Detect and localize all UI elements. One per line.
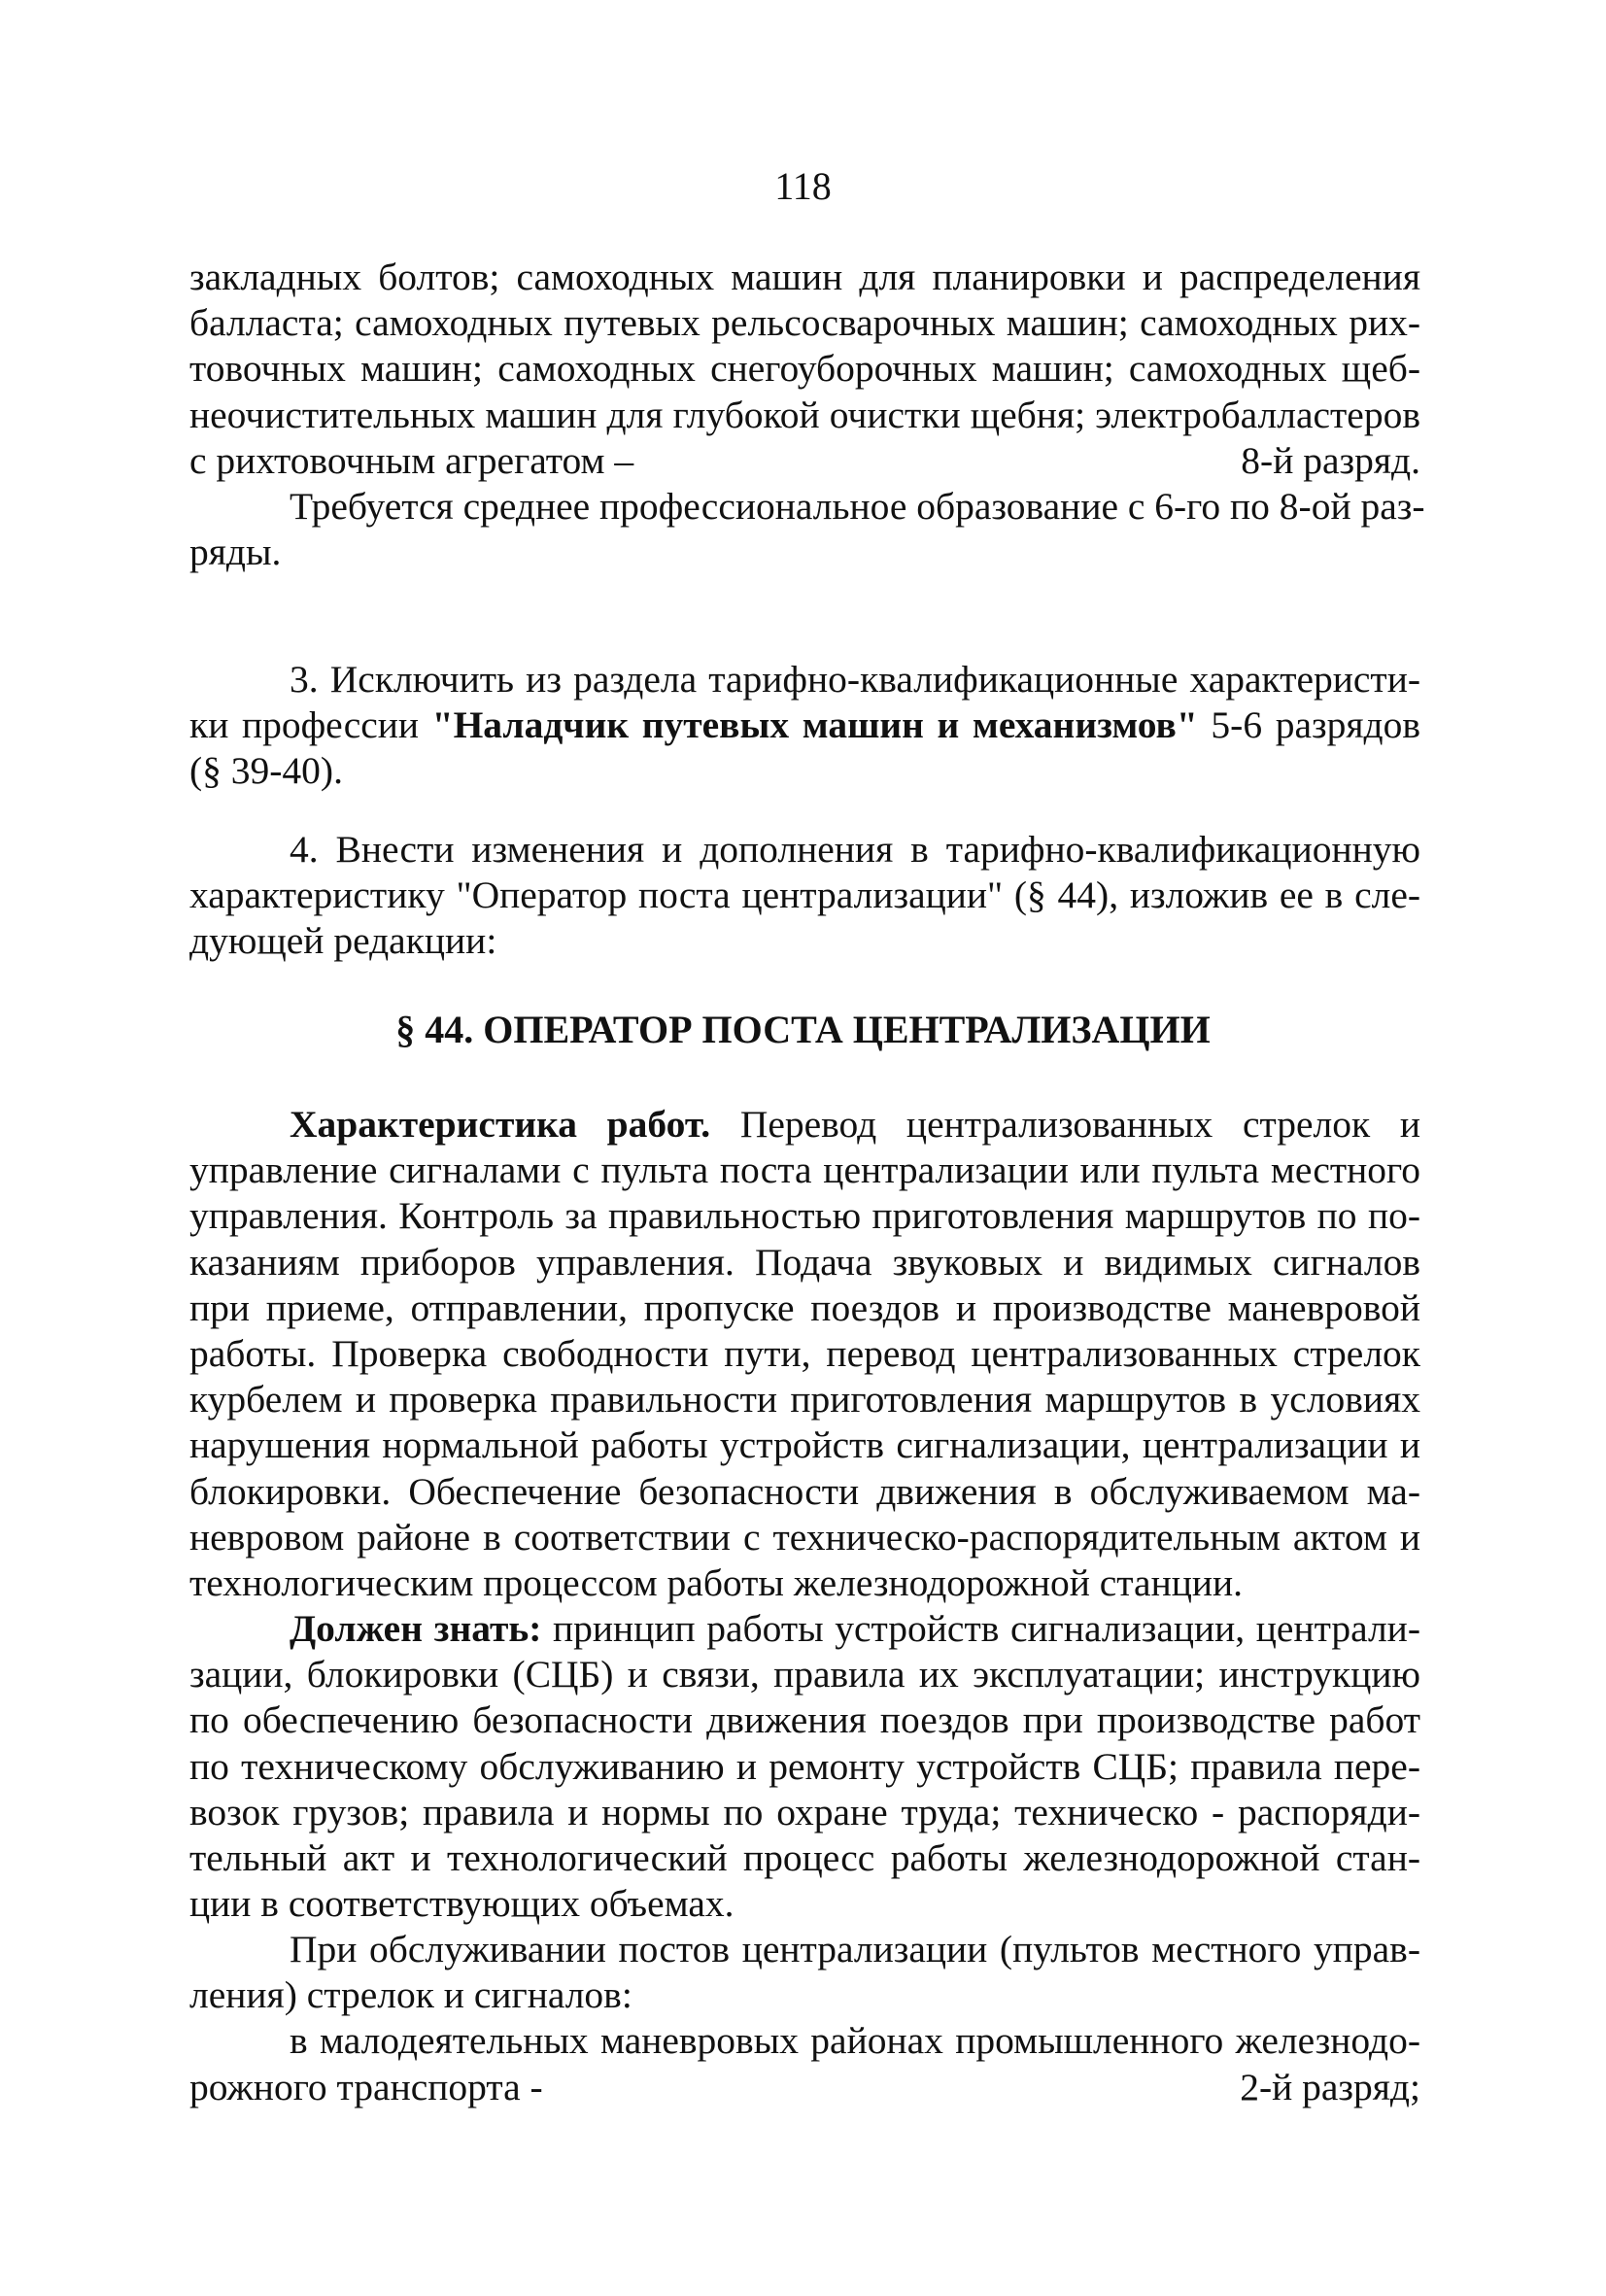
characteristic-paragraph — [189, 1102, 1420, 1606]
grade-line-text: рожного транспорта - — [189, 2065, 543, 2108]
text-line: ряды. — [189, 531, 282, 574]
text-line: 4. Внести изменения и дополнения в тарифно-квалификационную — [290, 828, 1420, 871]
grade-line — [189, 2065, 1420, 2110]
page-number: 118 — [774, 164, 832, 208]
text-line: тельный акт и технологический процесс работы железнодорожной стан- — [189, 1835, 1420, 1879]
must-know-paragraph — [189, 1606, 1420, 1927]
text-line: дующей редакции: — [189, 919, 497, 963]
grade-value: 2-й разряд; — [1240, 2065, 1420, 2108]
text-line: товочных машин; самоходных снегоуборочных машин; самоходных щеб- — [189, 347, 1420, 391]
text-line: по обеспечению безопасности движения поездов при производстве работ — [189, 1698, 1420, 1742]
text-line — [189, 703, 1420, 748]
text-line: по техническому обслуживанию и ремонту устройств СЦБ; правила пере- — [189, 1744, 1420, 1788]
profession-name: "Наладчик путевых машин и механизмов" — [431, 703, 1198, 747]
text-line: управления. Контроль за правильностью приготовления маршрутов по по- — [189, 1194, 1420, 1238]
text-line: казаниям приборов управления. Подача звуковых и видимых сигналов — [189, 1240, 1420, 1284]
posts-paragraph — [189, 1927, 1420, 2110]
text-line: неочистительных машин для глубокой очистки щебня; электробалластеров — [189, 393, 1420, 436]
text-line — [189, 1102, 1420, 1148]
text-line: При обслуживании постов централизации (пультов местного управ- — [290, 1928, 1420, 1970]
grade-line-text: с рихтовочным агрегатом – — [189, 438, 634, 482]
text-line: нарушения нормальной работы устройств сигнализации, централизации и — [189, 1423, 1420, 1467]
text-line: балласта; самоходных путевых рельсосварочных машин; самоходных рих- — [189, 301, 1420, 345]
section-heading: § 44. ОПЕРАТОР ПОСТА ЦЕНТРАЛИЗАЦИИ — [395, 1008, 1211, 1051]
text-line: технологическим процессом работы железнодорожной станции. — [189, 1560, 1243, 1604]
text-line — [189, 1606, 1420, 1652]
text-span: 5-6 разрядов — [1197, 703, 1420, 747]
text-line: возок грузов; правила и нормы по охране труда; техническо - распоряди- — [189, 1790, 1420, 1833]
text-line: характеристику "Оператор поста централизации" (§ 44), изложив ее в сле- — [189, 874, 1420, 917]
text-line: 3. Исключить из раздела тарифно-квалификационные характеристи- — [290, 658, 1420, 701]
text-line: курбелем и проверка правильности приготовления маршрутов в условиях — [189, 1378, 1420, 1422]
text-line: работы. Проверка свободности пути, перевод централизованных стрелок — [189, 1331, 1420, 1375]
text-line: в малодеятельных маневровых районах промышленного железнодо- — [290, 2019, 1420, 2063]
text-line: ления) стрелок и сигналов: — [189, 1973, 632, 2017]
item-3-paragraph — [189, 657, 1420, 795]
text-line: (§ 39-40). — [189, 749, 343, 793]
intro-paragraph — [189, 255, 1425, 575]
grade-line — [189, 438, 1420, 484]
text-line: невровом районе в соответствии с техническо-распорядительным актом и — [189, 1515, 1420, 1559]
text-line: зации, блокировки (СЦБ) и связи, правила их эксплуатации; инструкцию — [189, 1653, 1420, 1696]
text-line: управление сигналами с пульта поста централизации или пульта местного — [189, 1148, 1420, 1192]
text-span: Перевод централизованных стрелок и — [710, 1103, 1420, 1146]
text-line: ции в соответствующих объемах. — [189, 1882, 735, 1926]
grade-value: 8-й разряд. — [1241, 438, 1420, 482]
text-span: принцип работы устройств сигнализации, централи- — [541, 1607, 1420, 1650]
text-span: ки профессии — [189, 703, 432, 747]
characteristic-label: Характеристика работ. — [290, 1103, 711, 1146]
text-line: закладных болтов; самоходных машин для планировки и распределения — [189, 256, 1420, 298]
text-line: Требуется среднее профессиональное образование с 6-го по 8-ой раз- — [290, 484, 1425, 528]
item-4-paragraph — [189, 827, 1420, 965]
text-line: блокировки. Обеспечение безопасности движения в обслуживаемом ма- — [189, 1469, 1420, 1513]
must-know-label: Должен знать: — [290, 1607, 542, 1650]
text-line: при приеме, отправлении, пропуске поездов и производстве маневровой — [189, 1285, 1420, 1329]
